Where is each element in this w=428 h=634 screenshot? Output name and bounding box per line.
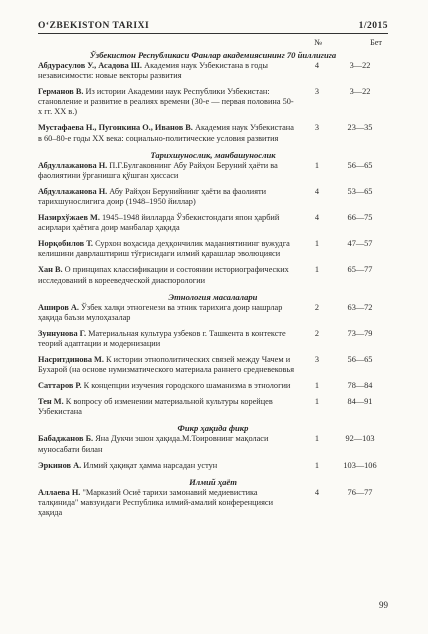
entry-issue-number: 2 [314, 328, 320, 338]
index-entry [38, 461, 388, 471]
entry-author: Норқобилов Т. [38, 239, 94, 249]
entry-author: Мустафаева Н., Пугонкина О., Иванов В. [38, 123, 193, 133]
entry-title: Академия наук Узбекистана в годы независимости: новые векторы развития [38, 61, 268, 81]
index-entry [38, 213, 388, 233]
entry-pages: 63—72 [347, 302, 373, 312]
entry-title: Сурхон воҳасида деҳқончилик маданиятининг вужудга келишини даврлаштириш тўғрисидаги илмий қарашлар эволюцияси [38, 239, 290, 259]
index-entry [38, 61, 388, 81]
entry-issue-number: 1 [314, 381, 320, 391]
entry-issue-number: 3 [314, 123, 320, 133]
column-header-page: Бет [370, 38, 382, 47]
entry-title: К концепции изучения городского шаманизма в этнологии [81, 381, 291, 391]
entry-title: "Марказий Осиё тарихи замонавий медиевистика талқинида" мавзуидаги Республика илмий-амалий конференцияси ҳақида [38, 487, 274, 517]
entry-author: Бабаджанов Б. [38, 434, 94, 444]
index-entry [38, 265, 388, 285]
entry-author: Саттаров Р. [38, 381, 82, 391]
entry-issue-number: 4 [314, 61, 320, 70]
entry-author: Тен М. [38, 397, 64, 407]
index-entry [38, 355, 388, 375]
entry-issue-number: 4 [314, 213, 320, 223]
entry-issue-number: 4 [314, 487, 320, 497]
entry-pages: 78—84 [347, 381, 373, 391]
entry-author: Назирхўжаев М. [38, 213, 100, 223]
index-entry [38, 161, 388, 181]
entry-pages: 3—22 [349, 87, 371, 97]
entry-issue-number: 1 [314, 160, 320, 170]
entry-title: П.Г.Булгаковнинг Абу Райҳон Беруний ҳаёти ва фаолиятини ўрганишга қўшган ҳиссаси [38, 160, 278, 180]
entry-title: Материальная культура узбеков г. Ташкента в контексте теорий адаптации и модернизации [38, 328, 286, 348]
issue-number: 1/2015 [358, 21, 388, 31]
entry-issue-number: 1 [314, 239, 320, 249]
index-entry [38, 187, 388, 207]
entry-issue-number: 3 [314, 354, 320, 364]
entry-pages: 56—65 [347, 160, 373, 170]
entry-issue-number: 2 [314, 302, 320, 312]
index-entry [38, 303, 388, 323]
entry-title: 1945–1948 йилларда Ўзбекистондаги япон ҳарбий асирлари ҳаётига доир манбалар ҳақида [38, 213, 280, 233]
entry-pages: 66—75 [347, 213, 373, 223]
entry-pages: 103—106 [343, 460, 377, 470]
entry-pages: 73—79 [347, 328, 373, 338]
entry-issue-number: 1 [314, 460, 320, 470]
entry-pages: 84—91 [347, 397, 373, 407]
section-heading: Илмий ҳаёт [189, 476, 237, 487]
entry-title: К истории этнополитических связей между Чачем и Бухарой (на основе нумизматического материала раннего средневековья [38, 354, 295, 375]
entry-author: Абдуллажанова Н. [38, 186, 108, 196]
entry-author: Эркинов А. [38, 460, 82, 470]
entry-issue-number: 1 [314, 434, 320, 444]
journal-title: O‘ZBEKISTON TARIXI [38, 21, 150, 31]
index-entry [38, 329, 388, 349]
entry-title: Из истории Академии наук Республики Узбекистан: становление и развитие в реалиях времени (30-е — первая половина 50-х гг. XX в.) [38, 87, 294, 117]
index-content [38, 50, 388, 524]
entry-author: Аширов А. [38, 302, 79, 312]
entry-author: Абдуллажанова Н. [38, 160, 108, 170]
entry-author: Абдурасулов У., Асадова Ш. [38, 61, 142, 70]
section-heading: Ўзбекистон Республикаси Фанлар академиясининг 70 йиллигига [89, 50, 337, 60]
index-entry [38, 381, 388, 391]
entry-title: Академия наук Узбекистана в 60–80-е годы XX века: социально-политические условия развития [38, 123, 294, 143]
entry-pages: 53—65 [347, 186, 373, 196]
entry-issue-number: 4 [314, 186, 320, 196]
page-number: 99 [379, 600, 388, 610]
entry-title: Яна Дукчи эшон ҳақида.М.Тоировнинг мақоласи муносабати билан [38, 434, 269, 454]
entry-author: Германов В. [38, 87, 84, 97]
entry-title: О принципах классификации и состоянии историографических исследований в корееведческой диаспорологии [38, 265, 289, 285]
column-header-no: № [314, 38, 322, 47]
entry-pages: 65—77 [347, 265, 373, 275]
entry-author: Хан В. [38, 265, 63, 275]
index-entry [38, 123, 388, 143]
entry-pages: 92—103 [345, 434, 375, 444]
index-entry [38, 239, 388, 259]
entry-author: Аллаева Н. [38, 487, 81, 497]
index-entry [38, 87, 388, 117]
index-entry [38, 434, 388, 454]
index-entry [38, 397, 388, 417]
entry-pages: 3—22 [349, 61, 371, 70]
section-heading: Этнология масалалари [168, 291, 258, 302]
entry-title: Ўзбек халқи этногенези ва этник тарихига доир нашрлар ҳақида баъзи мулоҳазалар [38, 302, 283, 322]
entry-title: Абу Райҳон Берунийнинг ҳаёти ва фаолияти тарихшунослигига доир (1948–1950 йиллар) [38, 186, 267, 206]
entry-title: Илмий ҳақиқат ҳамма нарсадан устун [81, 460, 218, 470]
column-headers [38, 38, 388, 50]
section-heading: Фикр ҳақида фикр [177, 423, 249, 434]
entry-pages: 76—77 [347, 487, 373, 497]
index-entry [38, 488, 388, 518]
entry-pages: 47—57 [347, 239, 373, 249]
entry-author: Зуннунова Г. [38, 328, 87, 338]
section-heading: Тарихшунослик, манбашунослик [150, 149, 276, 160]
entry-issue-number: 1 [314, 397, 320, 407]
entry-title: К вопросу об изменении материальной культуры корейцев Узбекистана [38, 397, 273, 417]
entry-author: Насритдинова М. [38, 354, 104, 364]
entry-issue-number: 3 [314, 87, 320, 97]
entry-pages: 56—65 [347, 354, 373, 364]
running-header [38, 17, 388, 34]
entry-pages: 23—35 [347, 123, 373, 133]
entry-issue-number: 1 [314, 265, 320, 275]
